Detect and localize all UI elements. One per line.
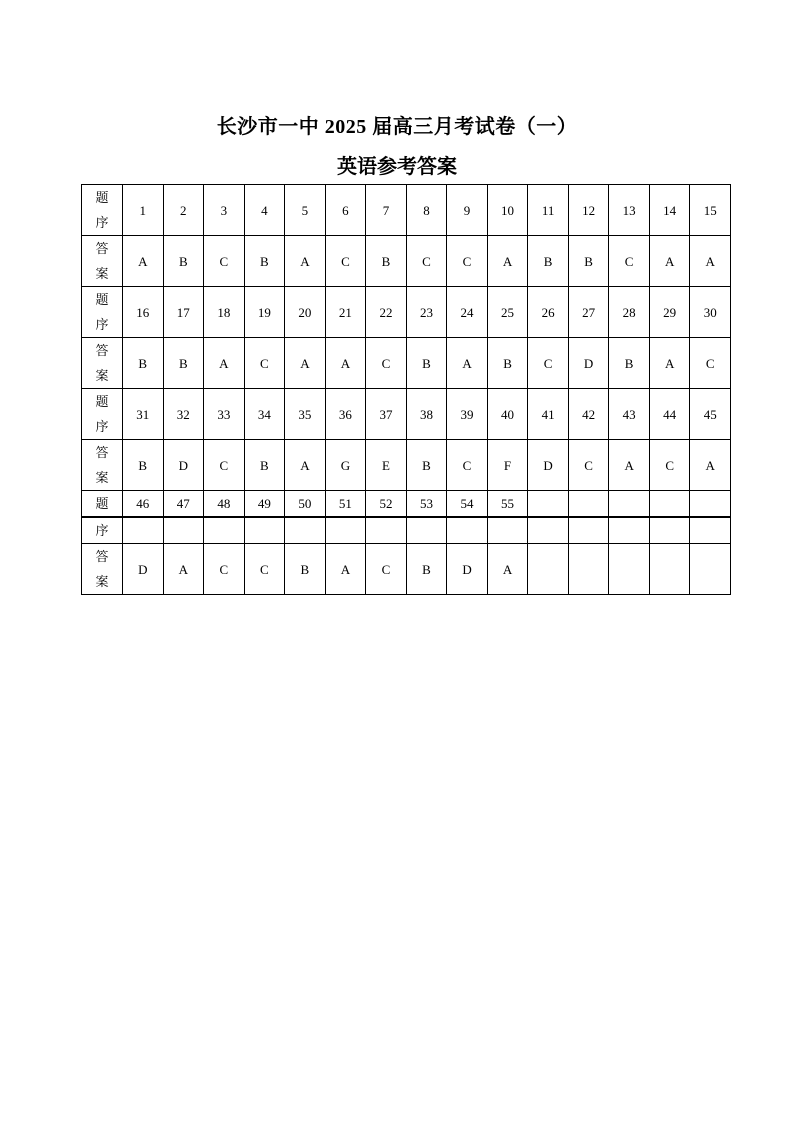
empty-cell [528, 517, 569, 544]
answer-cell: B [528, 236, 569, 287]
question-number-cell: 43 [609, 389, 650, 440]
question-number-cell: 18 [204, 287, 245, 338]
answer-cell: C [528, 338, 569, 389]
answer-cell: C [406, 236, 447, 287]
answer-cell: D [123, 544, 164, 595]
answer-header-top-char: 答 [95, 549, 109, 564]
question-number-header [82, 287, 123, 338]
document-title: 长沙市一中 2025 届高三月考试卷（一） [216, 116, 578, 138]
answer-cell: A [447, 338, 488, 389]
answer-cell: A [487, 236, 528, 287]
question-number-row-continued [82, 517, 731, 544]
question-number-cell: 29 [649, 287, 690, 338]
answer-cell: D [568, 338, 609, 389]
question-number-header-bottom: 序 [82, 517, 123, 544]
empty-cell [487, 517, 528, 544]
answer-cell: A [649, 236, 690, 287]
empty-cell [406, 517, 447, 544]
question-number-cell: 15 [690, 185, 731, 236]
question-number-cell: 31 [123, 389, 164, 440]
question-number-cell: 25 [487, 287, 528, 338]
answer-cell: C [609, 236, 650, 287]
answer-header-top-char: 答 [95, 241, 109, 256]
answer-header-bottom-char: 案 [95, 574, 109, 589]
question-number-cell: 40 [487, 389, 528, 440]
answer-cell: A [690, 236, 731, 287]
empty-cell [649, 517, 690, 544]
answer-cell: B [123, 338, 164, 389]
answer-cell: C [447, 440, 488, 491]
question-number-cell: 6 [325, 185, 366, 236]
empty-cell [285, 517, 326, 544]
question-number-row [82, 389, 731, 440]
answer-cell: A [285, 440, 326, 491]
answer-cell: B [123, 440, 164, 491]
question-number-cell: 30 [690, 287, 731, 338]
answer-row [82, 338, 731, 389]
question-number-cell: 2 [163, 185, 204, 236]
answer-cell: C [244, 544, 285, 595]
question-number-cell: 47 [163, 491, 204, 518]
question-number-cell: 16 [123, 287, 164, 338]
question-number-header-top-char: 题 [95, 292, 109, 307]
question-number-cell: 3 [204, 185, 245, 236]
question-number-cell: 28 [609, 287, 650, 338]
question-number-cell: 46 [123, 491, 164, 518]
answer-cell: B [285, 544, 326, 595]
answer-cell: B [609, 338, 650, 389]
answer-cell: B [406, 544, 447, 595]
question-number-cell: 14 [649, 185, 690, 236]
answer-cell: D [447, 544, 488, 595]
question-number-cell: 23 [406, 287, 447, 338]
answer-header-bottom-char: 案 [95, 470, 109, 485]
empty-cell [447, 517, 488, 544]
question-number-cell: 7 [366, 185, 407, 236]
answer-cell: A [325, 338, 366, 389]
answer-cell: F [487, 440, 528, 491]
answer-cell: C [366, 544, 407, 595]
answer-cell: B [568, 236, 609, 287]
question-number-header-top-char: 题 [95, 190, 109, 205]
question-number-cell: 10 [487, 185, 528, 236]
document-subtitle: 英语参考答案 [337, 156, 457, 178]
question-number-header-bottom-char: 序 [95, 215, 109, 230]
answer-cell: A [325, 544, 366, 595]
empty-cell [123, 517, 164, 544]
empty-cell [609, 517, 650, 544]
answer-cell: C [366, 338, 407, 389]
question-number-cell: 49 [244, 491, 285, 518]
answer-header-bottom-char: 案 [95, 368, 109, 383]
answer-cell [649, 544, 690, 595]
question-number-cell: 11 [528, 185, 569, 236]
question-number-header-bottom-char: 序 [95, 317, 109, 332]
answer-row [82, 440, 731, 491]
question-number-cell [528, 491, 569, 518]
question-number-cell: 1 [123, 185, 164, 236]
question-number-cell: 32 [163, 389, 204, 440]
question-number-cell: 39 [447, 389, 488, 440]
question-number-cell: 27 [568, 287, 609, 338]
question-number-cell: 42 [568, 389, 609, 440]
answer-cell: C [568, 440, 609, 491]
question-number-cell: 9 [447, 185, 488, 236]
answer-cell: E [366, 440, 407, 491]
answer-cell: C [204, 544, 245, 595]
question-number-cell: 5 [285, 185, 326, 236]
answer-cell: B [406, 338, 447, 389]
question-number-cell: 22 [366, 287, 407, 338]
question-number-row [82, 287, 731, 338]
answer-row [82, 544, 731, 595]
question-number-cell: 48 [204, 491, 245, 518]
question-number-cell: 12 [568, 185, 609, 236]
answer-cell: A [649, 338, 690, 389]
answer-cell [528, 544, 569, 595]
answer-cell: A [285, 236, 326, 287]
answer-cell: C [244, 338, 285, 389]
answer-row [82, 236, 731, 287]
answer-cell: B [244, 440, 285, 491]
answer-cell: A [204, 338, 245, 389]
question-number-cell: 33 [204, 389, 245, 440]
question-number-cell: 45 [690, 389, 731, 440]
question-number-cell: 24 [447, 287, 488, 338]
empty-cell [690, 517, 731, 544]
answer-header [82, 440, 123, 491]
answer-cell: B [406, 440, 447, 491]
answer-cell: B [163, 236, 204, 287]
question-number-cell: 38 [406, 389, 447, 440]
empty-cell [325, 517, 366, 544]
empty-cell [244, 517, 285, 544]
question-number-cell: 41 [528, 389, 569, 440]
answer-table [81, 184, 731, 595]
question-number-cell: 26 [528, 287, 569, 338]
answer-cell: A [123, 236, 164, 287]
question-number-cell: 52 [366, 491, 407, 518]
answer-header-top-char: 答 [95, 343, 109, 358]
answer-cell: A [487, 544, 528, 595]
answer-cell: D [163, 440, 204, 491]
question-number-cell: 54 [447, 491, 488, 518]
question-number-cell: 35 [285, 389, 326, 440]
question-number-cell: 8 [406, 185, 447, 236]
question-number-cell: 13 [609, 185, 650, 236]
answer-header [82, 338, 123, 389]
answer-cell: C [649, 440, 690, 491]
answer-cell: C [204, 236, 245, 287]
answer-cell: C [325, 236, 366, 287]
empty-cell [204, 517, 245, 544]
question-number-header-bottom-char: 序 [95, 419, 109, 434]
question-number-cell: 36 [325, 389, 366, 440]
answer-cell [568, 544, 609, 595]
question-number-cell: 20 [285, 287, 326, 338]
answer-cell: B [487, 338, 528, 389]
answer-cell: C [204, 440, 245, 491]
question-number-cell: 55 [487, 491, 528, 518]
question-number-header-top: 题 [82, 491, 123, 518]
answer-cell [609, 544, 650, 595]
answer-cell: C [690, 338, 731, 389]
answer-cell [690, 544, 731, 595]
answer-cell: B [366, 236, 407, 287]
question-number-row [82, 185, 731, 236]
empty-cell [366, 517, 407, 544]
question-number-cell: 50 [285, 491, 326, 518]
question-number-cell: 19 [244, 287, 285, 338]
answer-cell: A [163, 544, 204, 595]
empty-cell [163, 517, 204, 544]
answer-cell: A [690, 440, 731, 491]
answer-cell: C [447, 236, 488, 287]
answer-cell: B [244, 236, 285, 287]
question-number-cell: 53 [406, 491, 447, 518]
question-number-header [82, 185, 123, 236]
answer-cell: A [609, 440, 650, 491]
answer-header [82, 236, 123, 287]
question-number-cell [568, 491, 609, 518]
question-number-row [82, 491, 731, 518]
question-number-cell: 34 [244, 389, 285, 440]
answer-cell: A [285, 338, 326, 389]
question-number-cell: 37 [366, 389, 407, 440]
answer-cell: G [325, 440, 366, 491]
question-number-cell: 51 [325, 491, 366, 518]
empty-cell [568, 517, 609, 544]
question-number-cell: 44 [649, 389, 690, 440]
question-number-cell [649, 491, 690, 518]
question-number-cell: 21 [325, 287, 366, 338]
question-number-cell [609, 491, 650, 518]
answer-header-bottom-char: 案 [95, 266, 109, 281]
answer-cell: B [163, 338, 204, 389]
question-number-header [82, 389, 123, 440]
question-number-cell [690, 491, 731, 518]
answer-cell: D [528, 440, 569, 491]
question-number-cell: 17 [163, 287, 204, 338]
question-number-header-top-char: 题 [95, 394, 109, 409]
answer-header [82, 544, 123, 595]
question-number-cell: 4 [244, 185, 285, 236]
answer-header-top-char: 答 [95, 445, 109, 460]
